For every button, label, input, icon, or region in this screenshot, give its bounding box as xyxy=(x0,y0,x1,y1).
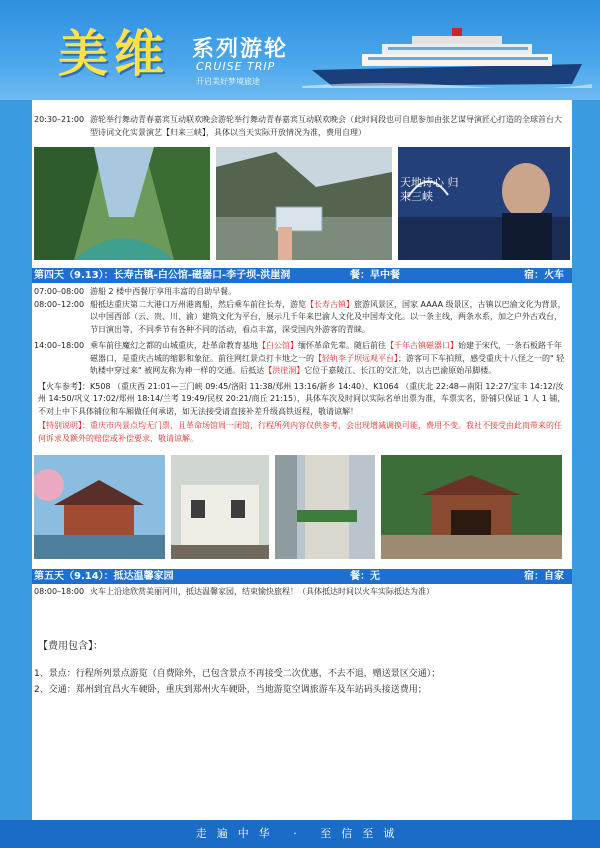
photo-row-2 xyxy=(32,451,572,563)
day5-header xyxy=(32,569,572,584)
day4-stay: 宿：火车 xyxy=(524,270,564,281)
item-time: 14:00–18:00 xyxy=(34,341,85,350)
baigongguan-photo xyxy=(171,455,269,559)
itinerary-item xyxy=(32,340,572,378)
header-slogan: 开启美好梦境旅途 xyxy=(196,77,260,86)
highlight-ciqikou: 【千年古镇磁器口】 xyxy=(386,341,458,350)
cruise-trip-label: CRUISE TRIP xyxy=(196,60,276,73)
photo-row-1 xyxy=(32,143,572,264)
cruise-ship-image xyxy=(302,28,592,88)
fee-item: 1、景点：行程所列景点游览（自费除外，已包含景点不再接受二次优惠，不去不退，赠送景区交通）； xyxy=(34,668,441,679)
fees-title: 【费用包含】： xyxy=(38,640,103,652)
ciqikou-gate-photo xyxy=(381,455,562,559)
item-text: 游轮举行舞动青春嘉宾互动联欢晚会游轮举行舞动青春嘉宾互动联欢晚会（此时间段也可自愿参加由张艺谋导演匠心打造的全球首台大型诗词文化实景演艺【归来三峡】，具体以当天实际开放情况为准，费用自理） xyxy=(90,115,562,137)
highlight-hongyadong: 【洪崖洞】 xyxy=(264,366,305,375)
train-text: K508 （重庆西 21:01—三门峡 09:45/洛阳 11:38/郑州 13:16/新乡 14:40）、K1064 （重庆北 22:48—南阳 12:27/宝丰 14:12/汝州 14:50/巩义 17:02/郑州 18:14/兰考 19:49/民权 20:21/商丘 21:15），具体车次及时间以实际名单出票为准，车票实名，卧铺只保证 1 人 1 铺，不对上中下具体铺位和车厢做任何承诺，如无法接受请直接补差升级高铁返程，敬请谅解！ xyxy=(38,381,566,416)
brand-logo: 美维 xyxy=(58,24,170,83)
banknote-scenery-photo xyxy=(216,147,392,260)
fee-item: 2、交通：郑州到宜昌火车硬卧，重庆到郑州火车硬卧，当地游览空调旅游车及车站码头接送费用； xyxy=(34,684,427,695)
itinerary-item xyxy=(32,586,572,599)
highlight-liziba: 【轻轨李子坝远观平台】 xyxy=(314,353,398,363)
item-text: 游船 2 楼中西餐厅享用丰富的自助早餐。 xyxy=(90,287,237,296)
highlight-changshou: 【长寿古镇】 xyxy=(306,299,354,309)
note-text: 重庆市内景点均无门票，且革命场馆周一闭馆，行程所列内容仅供参考，会出现增减调换可能，费用不变。我社不接受由此而带来的任何诉求及额外的赔偿或补偿要求，敬请谅解。 xyxy=(38,421,562,443)
fees-list xyxy=(32,666,572,698)
poster-text: 天地诗心 归来三峡 xyxy=(400,176,459,203)
day4-header xyxy=(32,268,572,283)
train-reference xyxy=(32,381,572,419)
footer-slogan: 走遍中华 · 至信至诚 xyxy=(0,820,600,848)
item-time: 07:00–08:00 xyxy=(34,287,85,296)
day4-title: 第四天（9.13）：长寿古镇-白公馆-磁器口-李子坝-洪崖洞 xyxy=(34,270,291,281)
item-text: 船抵达重庆第二大港口万州港离船，然后乘车前往长寿，游览【长寿古镇】旅游风景区，国家 AAAA 级景区，古镇以巴渝文化为背景，以中国西部（云、贵、川、渝）建筑文化为平台，展示几千年来巴渝人文化及中国寿文化。以一条主线，两条水系，加之户外古戏台，节日演出等，不同季节有各种不同的活动，看点丰富，深受国内外游客的青睐。 xyxy=(90,299,566,334)
item-time: 20:30–21:00 xyxy=(34,115,85,124)
gorge-photo xyxy=(34,147,210,260)
special-note xyxy=(32,420,572,445)
item-text: 乘车前往魔幻之都的山城重庆，赴革命教育基地【白公馆】缅怀革命先辈。随后前往【千年古镇磁器口】始建于宋代，一条石板路千年磁器口，是重庆古城的缩影和象征。前往网红景点打卡地之一的【轻轨李子坝远观平台】；游客可下车拍照，感受重庆十八怪之一的" 轻轨楼中穿过来" 被网友称为神一样的交通。后抵达【洪崖洞】它位于嘉陵江、长江的交汇处，以古巴渝原始吊脚楼。 xyxy=(90,341,565,375)
item-time: 08:00–12:00 xyxy=(34,299,85,309)
note-label: 【特别说明】： xyxy=(38,421,90,430)
day5-meals: 餐：无 xyxy=(350,571,380,582)
itinerary-page xyxy=(32,100,572,820)
highlight-baigongguan: 【白公馆】 xyxy=(258,341,298,350)
series-title: 系列游轮 xyxy=(192,37,289,62)
day5-title: 第五天（9.14）：抵达温馨家园 xyxy=(34,571,174,582)
ancient-town-photo xyxy=(34,455,165,559)
itinerary-item xyxy=(32,286,572,299)
itinerary-item xyxy=(32,114,572,139)
item-time: 08:00–18:00 xyxy=(34,587,85,596)
day5-stay: 宿：自家 xyxy=(524,571,564,582)
item-text: 火车上沿途欣赏美丽河川，抵达温馨家园，结束愉快旅程！（具体抵达时间以火车实际抵达为准） xyxy=(90,587,434,596)
train-label: 【火车参考】： xyxy=(38,381,90,391)
header-banner xyxy=(0,0,600,100)
liziba-train-photo xyxy=(275,455,375,559)
itinerary-item xyxy=(32,299,572,337)
day4-meals: 餐：早中餐 xyxy=(350,270,400,281)
